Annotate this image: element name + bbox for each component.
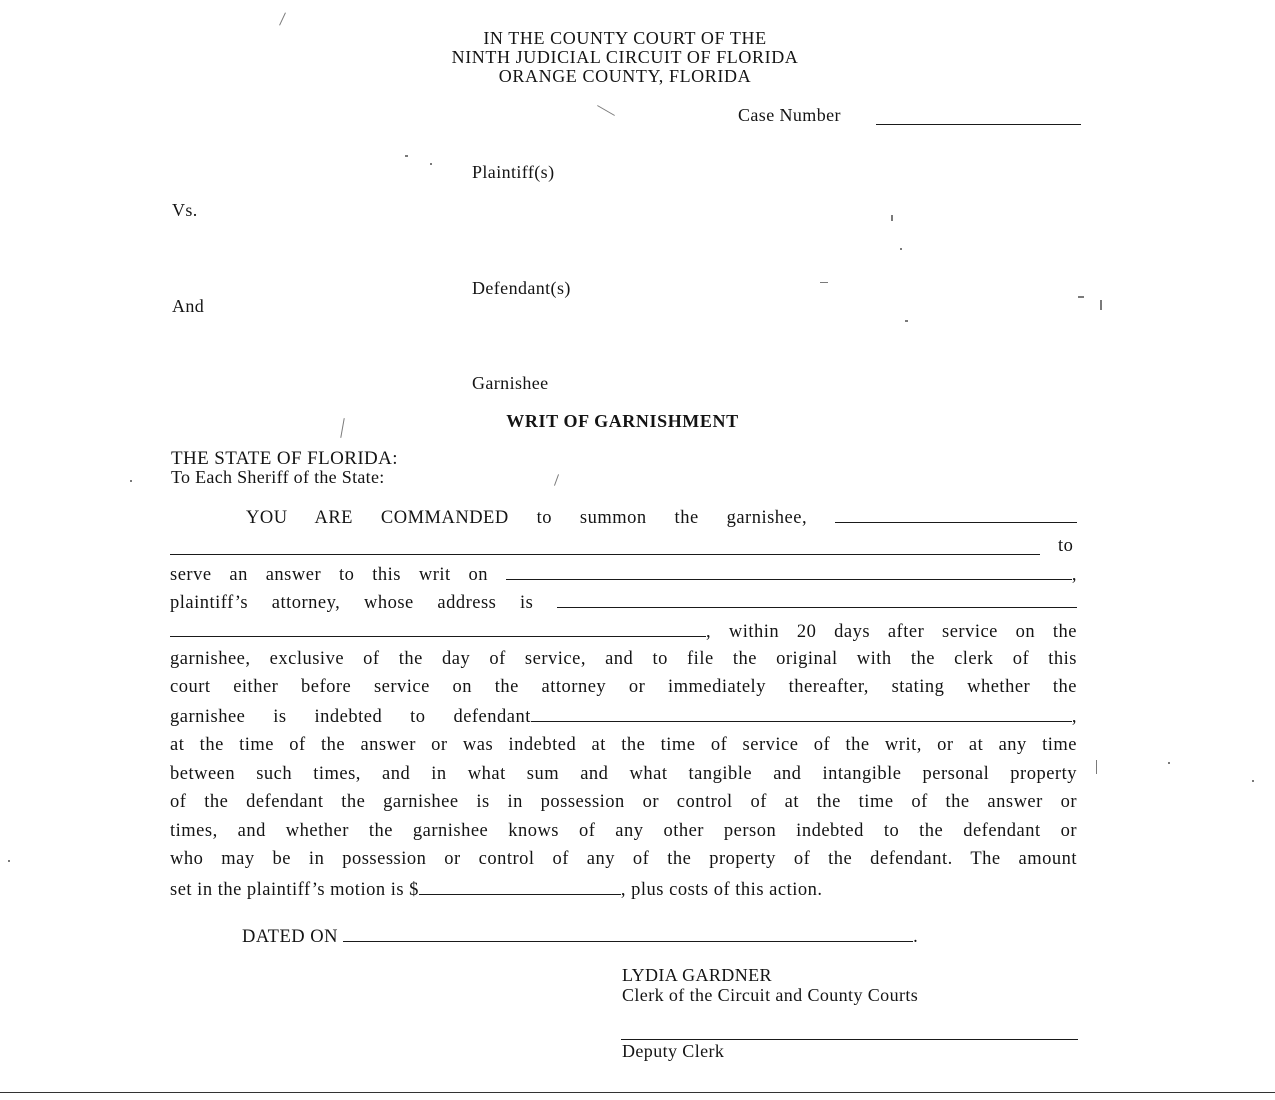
scan-speck [900,248,902,250]
body-line-10: between such times, and in what sum and what tangible and intangible personal property [170,764,1077,784]
state-address-line: THE STATE OF FLORIDA: [171,448,398,469]
garnishee-address-field[interactable] [170,554,1040,555]
scan-speck [8,860,10,862]
body-line-9: at the time of the answer or was indebted at the time of service of the writ, or at any time [170,735,1077,755]
court-name-line-1: IN THE COUNTY COURT OF THE [483,28,767,48]
scan-speck [1096,760,1097,774]
dated-line [242,925,918,948]
body-line-12: times, and whether the garnishee knows of any other person indebted to the defendant or [170,821,1077,841]
to-text: to [1058,536,1074,556]
attorney-name-field[interactable] [506,563,1072,580]
scan-speck [1168,762,1170,764]
serve-answer-text: serve an answer to this writ on [170,565,489,585]
scan-speck [905,320,908,322]
attorney-address-field-2[interactable] [170,620,706,637]
body-line-11: of the defendant the garnishee is in possession or control of at the time of the answer or [170,792,1077,812]
scan-speck [430,163,432,165]
attorney-address-text: plaintiff’s attorney, whose address is [170,593,534,613]
scan-speck [405,155,408,157]
and-label: And [172,296,205,316]
document-title: WRIT OF GARNISHMENT [506,411,739,431]
deputy-signature-field[interactable] [621,1039,1078,1040]
command-text: YOU ARE COMMANDED to summon the garnishee, [246,508,808,528]
versus-label: Vs. [172,200,198,220]
body-line-8 [170,705,1077,728]
scan-speck [820,282,828,283]
attorney-address-field[interactable] [557,591,1077,608]
scan-speck [1252,780,1254,782]
body-line-7: court either before service on the attorney or immediately thereafter, stating whether the [170,677,1077,697]
dated-label: DATED ON [242,927,338,947]
sheriff-address-line: To Each Sheriff of the State: [171,467,385,487]
scan-edge-line [0,1092,1275,1093]
within-days-text: , within 20 days after service on the [706,622,1077,642]
court-name-line-3: ORANGE COUNTY, FLORIDA [498,66,752,86]
plus-costs-text: , plus costs of this action. [620,880,823,900]
garnishee-name-field[interactable] [835,506,1077,523]
scan-speck [597,105,615,116]
scan-speck [891,215,893,221]
case-number-field[interactable] [876,124,1081,125]
scan-speck [130,480,132,482]
comma: , [1071,565,1078,585]
plaintiff-label: Plaintiff(s) [472,162,555,182]
case-number-label: Case Number [738,105,841,125]
garnishee-label: Garnishee [472,373,549,393]
date-field[interactable] [343,925,913,942]
period: . [913,927,919,947]
body-line-1 [246,506,1077,529]
court-name-line-2: NINTH JUDICIAL CIRCUIT OF FLORIDA [451,47,799,67]
deputy-clerk-label: Deputy Clerk [622,1041,725,1061]
scan-speck [554,474,559,486]
comma: , [1071,707,1077,727]
body-line-3 [170,563,1077,586]
defendant-name-field[interactable] [531,705,1072,722]
scan-speck [1078,296,1084,298]
body-line-6: garnishee, exclusive of the day of service, and to file the original with the clerk of this [170,649,1077,669]
clerk-title: Clerk of the Circuit and County Courts [622,985,919,1005]
body-line-14 [170,878,822,901]
indebted-text: garnishee is indebted to defendant [170,707,531,727]
defendant-label: Defendant(s) [472,278,571,298]
body-line-13: who may be in possession or control of any of the property of the defendant. The amount [170,849,1077,869]
scan-speck [279,12,286,25]
motion-amount-text: set in the plaintiff’s motion is $ [170,880,419,900]
body-line-4 [170,591,1077,614]
body-line-5 [170,620,1077,643]
amount-field[interactable] [419,878,621,895]
scan-speck [1100,300,1102,310]
clerk-name: LYDIA GARDNER [622,965,772,985]
